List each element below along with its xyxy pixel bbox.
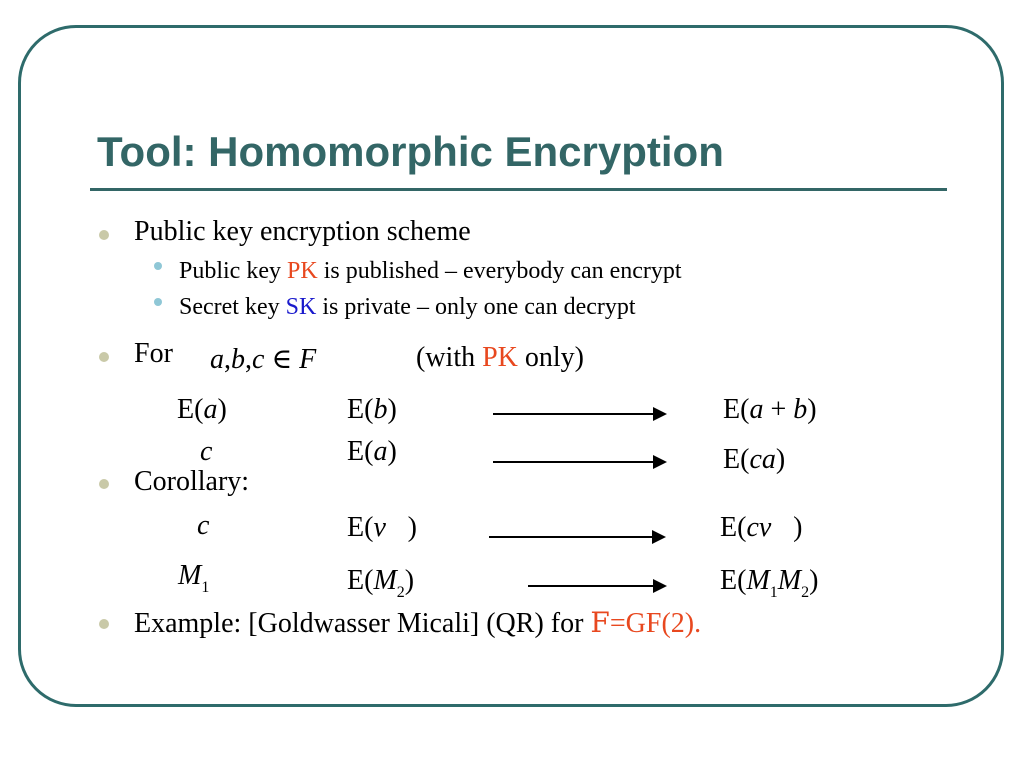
row4-input: $E(M_2)$ xyxy=(347,565,415,601)
sub-bullet-sk: Secret key SK is private – only one can decrypt xyxy=(179,294,636,320)
bullet-icon xyxy=(99,619,109,629)
row3-result: E(cv⃗) xyxy=(720,512,803,543)
row3-scalar: c xyxy=(197,510,210,541)
sub-bullet-icon xyxy=(154,262,162,270)
row2-result: E(ca) xyxy=(723,444,786,475)
row4-matrix: $M_1$ xyxy=(178,560,210,596)
row1-input-a: E(a) xyxy=(177,394,227,425)
row2-input: E(a) xyxy=(347,436,397,467)
row2-scalar: c xyxy=(200,436,213,467)
sub-bullet-icon xyxy=(154,298,162,306)
arrow-icon xyxy=(493,413,665,415)
bullet-corollary: Corollary: xyxy=(134,466,250,497)
bullet-for: For xyxy=(134,338,173,369)
title-divider xyxy=(90,188,947,191)
sub-bullet-pk: Public key PK is published – everybody can encrypt xyxy=(179,258,682,284)
row1-input-b: E(b) xyxy=(347,394,397,425)
bullet-icon xyxy=(99,230,109,240)
bullet-public-key: Public key encryption scheme xyxy=(134,216,471,247)
with-pk-note: (with PK only) xyxy=(416,342,585,373)
arrow-icon xyxy=(528,585,665,587)
field-membership: a,b,c ∈ F xyxy=(210,344,317,375)
row1-result: E(a + b) xyxy=(723,394,817,425)
row3-input: E(v⃗) xyxy=(347,512,417,543)
bullet-icon xyxy=(99,352,109,362)
arrow-icon xyxy=(489,536,664,538)
bullet-example: Example: [Goldwasser Micali] (QR) for F=GF(2). xyxy=(134,606,702,639)
bullet-icon xyxy=(99,479,109,489)
arrow-icon xyxy=(493,461,665,463)
row4-result: $E(M_1M_2)$ xyxy=(720,565,819,601)
slide-title: Tool: Homomorphic Encryption xyxy=(97,128,724,175)
